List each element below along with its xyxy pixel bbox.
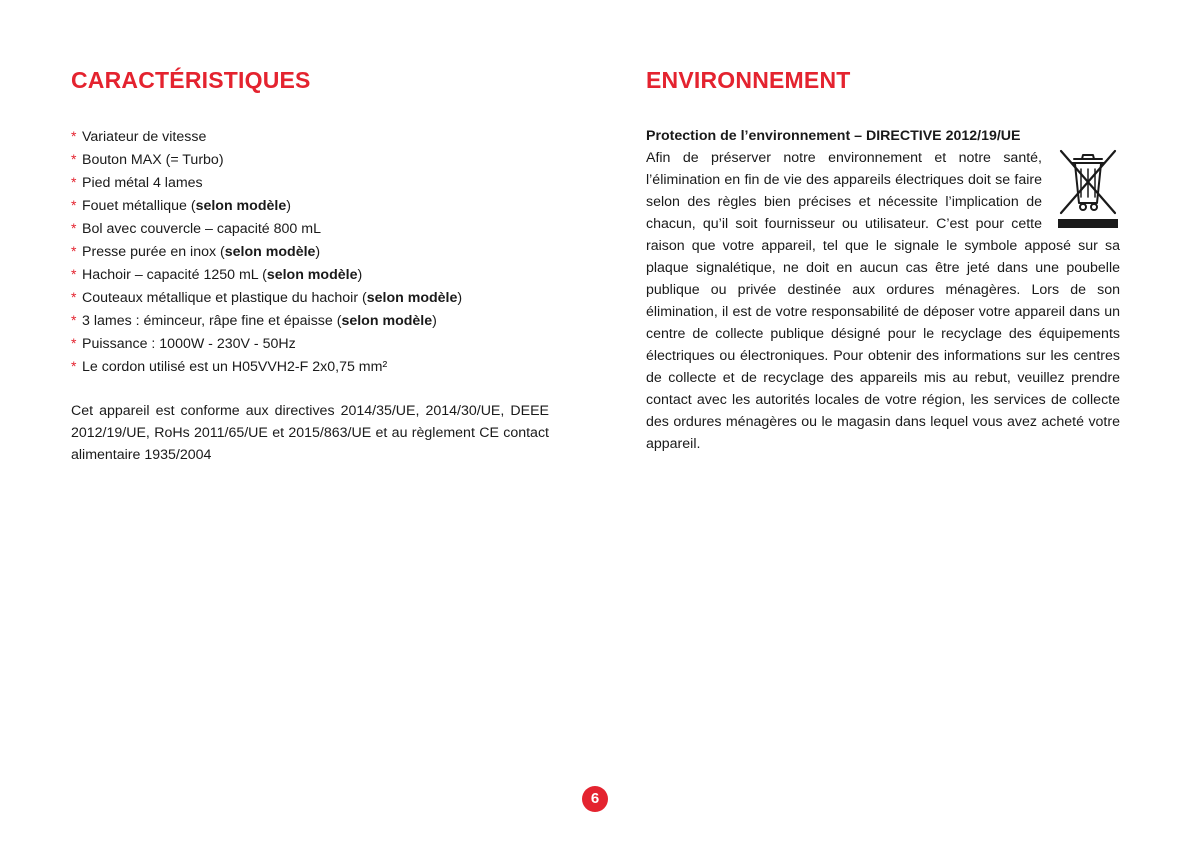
list-item: * 3 lames : éminceur, râpe fine et épaisse (selon modèle) <box>71 309 551 332</box>
list-item: * Presse purée en inox (selon modèle) <box>71 240 551 263</box>
environment-subtitle: Protection de l’environnement – DIRECTIVE 2012/19/UE <box>646 128 1021 144</box>
list-item: * Fouet métallique (selon modèle) <box>71 194 551 217</box>
environment-title: ENVIRONNEMENT <box>646 67 851 93</box>
list-item: * Bol avec couvercle – capacité 800 mL <box>71 217 551 240</box>
asterisk-bullet-icon: * <box>71 128 77 144</box>
list-item: * Couteaux métallique et plastique du hachoir (selon modèle) <box>71 286 551 309</box>
asterisk-bullet-icon: * <box>71 174 77 190</box>
asterisk-bullet-icon: * <box>71 243 77 259</box>
asterisk-bullet-icon: * <box>71 289 77 305</box>
asterisk-bullet-icon: * <box>71 197 77 213</box>
conformity-statement: Cet appareil est conforme aux directives 2014/35/UE, 2014/30/UE, DEEE 2012/19/UE, RoHs 2011/65/UE et 2015/863/UE et au règlement CE contact alimentaire 1935/2004 <box>71 403 549 463</box>
crossed-bin-icon <box>1056 147 1120 229</box>
list-item: * Hachoir – capacité 1250 mL (selon modèle) <box>71 263 551 286</box>
features-list <box>71 125 551 378</box>
list-item: * Puissance : 1000W - 230V - 50Hz <box>71 332 551 355</box>
asterisk-bullet-icon: * <box>71 335 77 351</box>
right-column <box>646 62 1120 455</box>
asterisk-bullet-icon: * <box>71 220 77 236</box>
list-item: * Variateur de vitesse <box>71 125 551 148</box>
asterisk-bullet-icon: * <box>71 266 77 282</box>
environment-text: Afin de préserver notre environnement et notre santé, l’élimination en fin de vie des appareils électriques doit se faire selon des règles bien précises et nécessite l’implication de chacun, qu’il soit fournisseur ou utilisateur. C’est pour cette raison que votre appareil, tel que le signale le symbole apposé sur sa plaque signalétique, ne doit en aucun cas être jeté dans une poubelle publique ou privée destinée aux ordures ménagères. Lors de son élimination, il est de votre responsabilité de déposer votre appareil dans un centre de collecte publique désigné pour le recyclage des équipements électriques ou électroniques. Pour obtenir des informations sur les centres de collecte et de recyclage des appareils mis au rebut, veuillez prendre contact avec les autorités locales de votre région, les services de collecte des ordures ménagères ou le magasin dans lequel vous avez acheté votre appareil. <box>646 147 1120 455</box>
asterisk-bullet-icon: * <box>71 151 77 167</box>
page-number: 6 <box>582 786 608 812</box>
list-item: * Pied métal 4 lames <box>71 171 551 194</box>
asterisk-bullet-icon: * <box>71 312 77 328</box>
asterisk-bullet-icon: * <box>71 358 77 374</box>
characteristics-title: CARACTÉRISTIQUES <box>71 67 311 93</box>
list-item: * Le cordon utilisé est un H05VVH2-F 2x0,75 mm² <box>71 355 551 378</box>
list-item: * Bouton MAX (= Turbo) <box>71 148 551 171</box>
left-column <box>71 62 551 480</box>
